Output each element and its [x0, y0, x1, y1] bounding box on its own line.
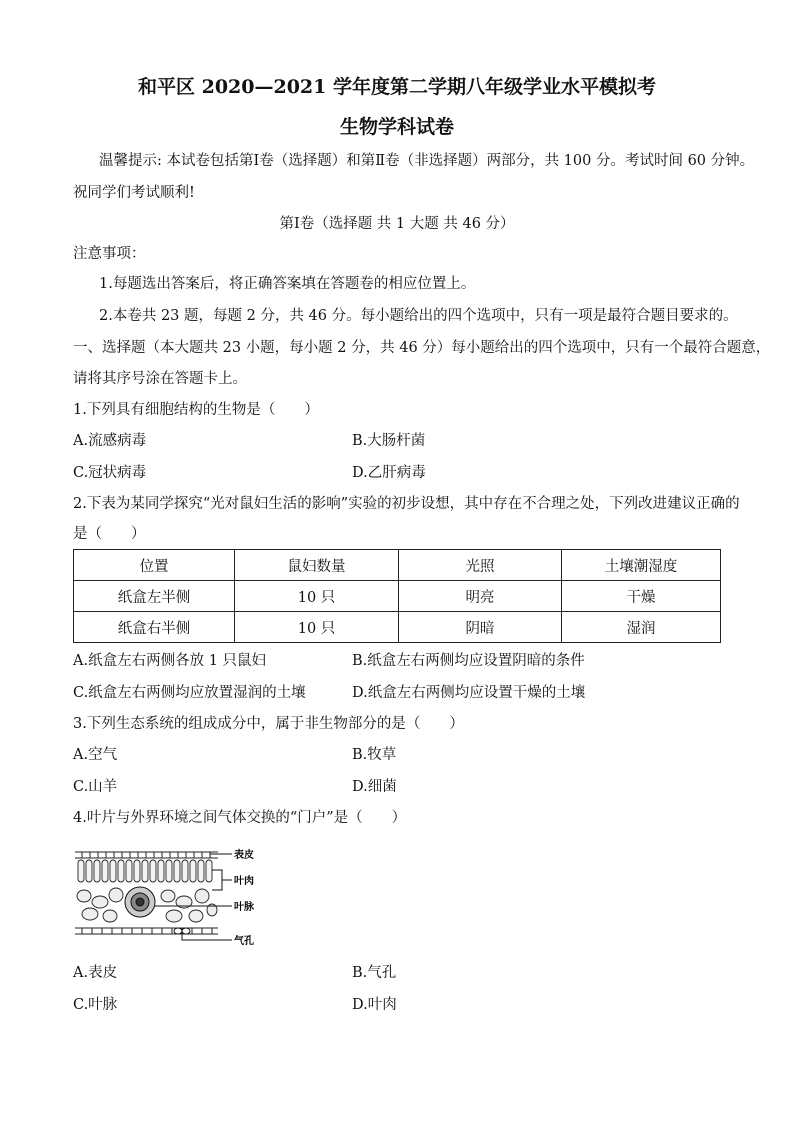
q4-option-d[interactable]: D.叶肉 — [352, 997, 397, 1013]
q1-option-a[interactable]: A.流感病毒 — [73, 433, 147, 449]
q3-stem: 3.下列生态系统的组成成分中，属于非生物部分的是（ ） — [73, 716, 464, 732]
q2-option-b[interactable]: B.纸盒左右两侧均应设置阴暗的条件 — [352, 653, 585, 669]
lower-epidermis — [75, 928, 218, 934]
q3-option-d[interactable]: D.细菌 — [352, 779, 397, 795]
tip-line-2: 祝同学们考试顺利! — [73, 185, 195, 201]
figure-label-stoma: 气孔 — [234, 936, 254, 947]
table-cell: 10 只 — [235, 612, 399, 643]
q2-option-d[interactable]: D.纸盒左右两侧均应设置干燥的土壤 — [352, 685, 586, 701]
table-header-cell: 位置 — [74, 550, 235, 581]
q3-option-a[interactable]: A.空气 — [73, 747, 118, 763]
table-cell: 湿润 — [562, 612, 721, 643]
upper-epidermis — [75, 852, 218, 858]
table-row — [74, 612, 721, 643]
table-cell: 纸盒右半侧 — [74, 612, 235, 643]
q3-option-c[interactable]: C.山羊 — [73, 779, 118, 795]
table-header-cell: 土壤潮湿度 — [562, 550, 721, 581]
figure-label-mesophyll: 叶肉 — [234, 876, 254, 887]
q1-stem: 1.下列具有细胞结构的生物是（ ） — [73, 402, 319, 418]
notes-title: 注意事项： — [73, 246, 146, 262]
q4-option-b[interactable]: B.气孔 — [352, 965, 397, 981]
experiment-table — [73, 549, 721, 643]
table-header-row — [74, 550, 721, 581]
table-row — [74, 581, 721, 612]
q1-option-b[interactable]: B.大肠杆菌 — [352, 433, 426, 449]
exam-subtitle: 生物学科试卷 — [339, 116, 454, 138]
table-cell: 明亮 — [399, 581, 562, 612]
table-header-cell: 鼠妇数量 — [235, 550, 399, 581]
q3-option-b[interactable]: B.牧草 — [352, 747, 397, 763]
note-1: 1.每题选出答案后，将正确答案填在答题卷的相应位置上。 — [99, 276, 476, 292]
q2-option-a[interactable]: A.纸盒左右两侧各放 1 只鼠妇 — [73, 653, 267, 669]
q2-stem-line-2: 是（ ） — [73, 526, 146, 542]
figure-label-epidermis: 表皮 — [234, 850, 254, 861]
tip-line-1: 温馨提示: 本试卷包括第Ⅰ卷（选择题）和第Ⅱ卷（非选择题）两部分，共 100 分。考试时间 60 分钟。 — [99, 153, 755, 169]
exam-title: 和平区 2020—2021 学年度第二学期八年级学业水平模拟考 — [138, 76, 656, 98]
part1-instruction-line-1: 一、选择题（本大题共 23 小题，每小题 2 分，共 46 分）每小题给出的四个选项中，只有一个最符合题意， — [73, 340, 771, 356]
palisade-cells — [78, 860, 212, 882]
table-cell: 10 只 — [235, 581, 399, 612]
q1-option-d[interactable]: D.乙肝病毒 — [352, 465, 426, 481]
leaf-cross-section-figure — [70, 840, 270, 950]
figure-label-vein: 叶脉 — [234, 902, 254, 913]
vein-bundle — [125, 887, 155, 917]
q2-stem-line-1: 2.下表为某同学探究“光对鼠妇生活的影响”实验的初步设想，其中存在不合理之处，下列改进建议正确的 — [73, 496, 740, 512]
note-2: 2.本卷共 23 题，每题 2 分，共 46 分。每小题给出的四个选项中，只有一项是最符合题目要求的。 — [99, 308, 738, 324]
table-cell: 阴暗 — [399, 612, 562, 643]
part1-instruction-line-2: 请将其序号涂在答题卡上。 — [73, 371, 247, 387]
table-header-cell: 光照 — [399, 550, 562, 581]
table-cell: 干燥 — [562, 581, 721, 612]
table-cell: 纸盒左半侧 — [74, 581, 235, 612]
q4-option-a[interactable]: A.表皮 — [73, 965, 118, 981]
q1-option-c[interactable]: C.冠状病毒 — [73, 465, 147, 481]
section-header: 第Ⅰ卷（选择题 共 1 大题 共 46 分） — [279, 216, 515, 232]
q2-option-c[interactable]: C.纸盒左右两侧均应放置湿润的土壤 — [73, 685, 306, 701]
q4-option-c[interactable]: C.叶脉 — [73, 997, 118, 1013]
q4-stem: 4.叶片与外界环境之间气体交换的“门户”是（ ） — [73, 810, 407, 826]
